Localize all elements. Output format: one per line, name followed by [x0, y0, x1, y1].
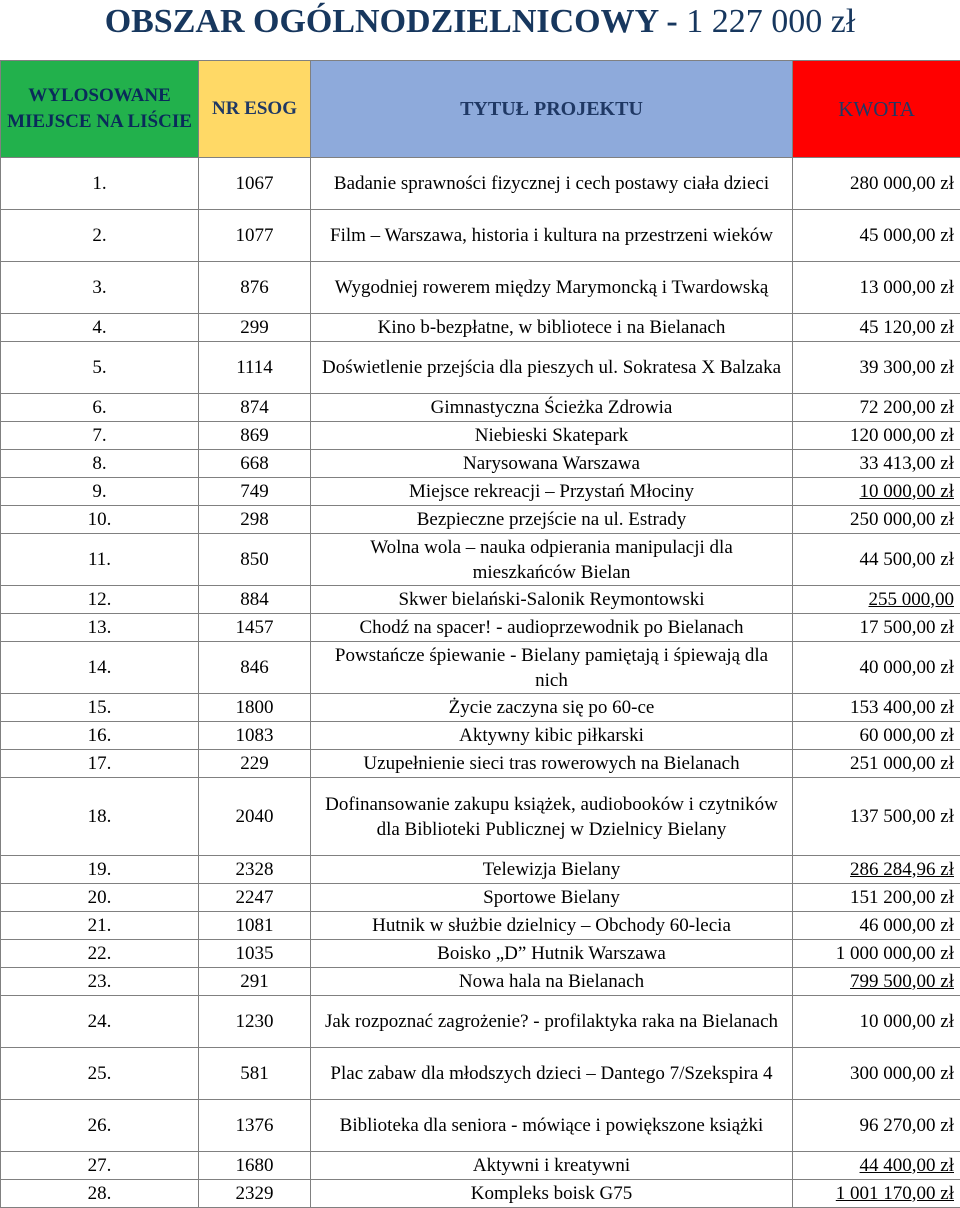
row-amount: 10 000,00 zł	[793, 996, 960, 1048]
row-place: 9.	[1, 478, 199, 506]
row-nr: 1035	[199, 940, 311, 968]
row-amount: 39 300,00 zł	[793, 342, 960, 394]
table-row	[1, 314, 960, 342]
row-amount: 96 270,00 zł	[793, 1100, 960, 1152]
row-nr: 291	[199, 968, 311, 996]
row-place: 26.	[1, 1100, 199, 1152]
row-place: 28.	[1, 1180, 199, 1208]
row-nr: 874	[199, 394, 311, 422]
table-row	[1, 394, 960, 422]
row-nr: 884	[199, 586, 311, 614]
row-place: 17.	[1, 750, 199, 778]
row-amount: 72 200,00 zł	[793, 394, 960, 422]
row-amount: 45 000,00 zł	[793, 210, 960, 262]
row-title: Miejsce rekreacji – Przystań Młociny	[311, 478, 793, 506]
row-nr: 1114	[199, 342, 311, 394]
row-place: 10.	[1, 506, 199, 534]
row-nr: 846	[199, 642, 311, 694]
row-title: Niebieski Skatepark	[311, 422, 793, 450]
row-place: 27.	[1, 1152, 199, 1180]
table-row	[1, 158, 960, 210]
row-place: 20.	[1, 884, 199, 912]
table-row	[1, 210, 960, 262]
row-title: Hutnik w służbie dzielnicy – Obchody 60-lecia	[311, 912, 793, 940]
table-row	[1, 856, 960, 884]
row-title: Uzupełnienie sieci tras rowerowych na Bielanach	[311, 750, 793, 778]
table-row	[1, 996, 960, 1048]
table-row	[1, 478, 960, 506]
row-nr: 2329	[199, 1180, 311, 1208]
row-title: Jak rozpoznać zagrożenie? - profilaktyka raka na Bielanach	[311, 996, 793, 1048]
row-title: Doświetlenie przejścia dla pieszych ul. Sokratesa X Balzaka	[311, 342, 793, 394]
row-title: Dofinansowanie zakupu książek, audiobooków i czytników dla Biblioteki Publicznej w Dzielnicy Bielany	[311, 778, 793, 856]
row-place: 16.	[1, 722, 199, 750]
row-nr: 2247	[199, 884, 311, 912]
row-amount-value: 286 284,96 zł	[850, 859, 954, 880]
row-place: 13.	[1, 614, 199, 642]
row-amount: 17 500,00 zł	[793, 614, 960, 642]
row-title: Życie zaczyna się po 60-ce	[311, 694, 793, 722]
row-amount: 1 000 000,00 zł	[793, 940, 960, 968]
row-title: Biblioteka dla seniora - mówiące i powiększone książki	[311, 1100, 793, 1152]
row-place: 14.	[1, 642, 199, 694]
row-title: Nowa hala na Bielanach	[311, 968, 793, 996]
row-amount: 33 413,00 zł	[793, 450, 960, 478]
row-title: Wolna wola – nauka odpierania manipulacji dla mieszkańców Bielan	[311, 534, 793, 586]
row-place: 12.	[1, 586, 199, 614]
row-nr: 749	[199, 478, 311, 506]
row-amount: 300 000,00 zł	[793, 1048, 960, 1100]
table-row	[1, 940, 960, 968]
header-amount: KWOTA	[793, 61, 960, 158]
row-nr: 869	[199, 422, 311, 450]
row-place: 1.	[1, 158, 199, 210]
row-amount: 250 000,00 zł	[793, 506, 960, 534]
table-row	[1, 614, 960, 642]
row-nr: 850	[199, 534, 311, 586]
table-row	[1, 778, 960, 856]
table-row	[1, 968, 960, 996]
row-title: Plac zabaw dla młodszych dzieci – Dantego 7/Szekspira 4	[311, 1048, 793, 1100]
row-amount: 45 120,00 zł	[793, 314, 960, 342]
row-place: 21.	[1, 912, 199, 940]
row-place: 15.	[1, 694, 199, 722]
row-amount	[793, 1180, 960, 1208]
row-amount-value: 799 500,00 zł	[850, 971, 954, 992]
row-place: 19.	[1, 856, 199, 884]
table-row	[1, 342, 960, 394]
page-title-label: OBSZAR OGÓLNODZIELNICOWY -	[105, 3, 687, 40]
row-title: Skwer bielański-Salonik Reymontowski	[311, 586, 793, 614]
row-title: Wygodniej rowerem między Marymoncką i Twardowską	[311, 262, 793, 314]
row-amount	[793, 856, 960, 884]
projects-table	[0, 60, 960, 1208]
row-amount: 151 200,00 zł	[793, 884, 960, 912]
row-place: 4.	[1, 314, 199, 342]
row-amount-value: 255 000,00	[869, 589, 955, 610]
row-amount	[793, 478, 960, 506]
row-amount-value: 44 400,00 zł	[860, 1155, 954, 1176]
row-nr: 668	[199, 450, 311, 478]
row-place: 7.	[1, 422, 199, 450]
row-nr: 1067	[199, 158, 311, 210]
row-amount	[793, 968, 960, 996]
table-row	[1, 534, 960, 586]
row-title: Aktywni i kreatywni	[311, 1152, 793, 1180]
table-row	[1, 1180, 960, 1208]
row-title: Kompleks boisk G75	[311, 1180, 793, 1208]
header-row	[1, 61, 960, 158]
row-amount: 153 400,00 zł	[793, 694, 960, 722]
row-amount: 280 000,00 zł	[793, 158, 960, 210]
header-place: WYLOSOWANE MIEJSCE NA LIŚCIE	[1, 61, 199, 158]
table-row	[1, 1048, 960, 1100]
page-title-amount: 1 227 000 zł	[686, 3, 855, 40]
header-nr: NR ESOG	[199, 61, 311, 158]
row-amount: 44 500,00 zł	[793, 534, 960, 586]
table-row	[1, 884, 960, 912]
header-title: TYTUŁ PROJEKTU	[311, 61, 793, 158]
row-amount: 13 000,00 zł	[793, 262, 960, 314]
row-title: Gimnastyczna Ścieżka Zdrowia	[311, 394, 793, 422]
table-body	[1, 158, 960, 1208]
row-place: 24.	[1, 996, 199, 1048]
table-row	[1, 694, 960, 722]
table-row	[1, 1152, 960, 1180]
table-row	[1, 642, 960, 694]
row-nr: 1680	[199, 1152, 311, 1180]
row-nr: 1077	[199, 210, 311, 262]
row-title: Telewizja Bielany	[311, 856, 793, 884]
row-title: Film – Warszawa, historia i kultura na przestrzeni wieków	[311, 210, 793, 262]
row-nr: 2328	[199, 856, 311, 884]
row-nr: 229	[199, 750, 311, 778]
table-row	[1, 750, 960, 778]
row-place: 3.	[1, 262, 199, 314]
row-title: Sportowe Bielany	[311, 884, 793, 912]
row-nr: 1800	[199, 694, 311, 722]
row-amount: 137 500,00 zł	[793, 778, 960, 856]
row-amount-value: 1 001 170,00 zł	[836, 1183, 954, 1204]
row-amount	[793, 1152, 960, 1180]
row-nr: 581	[199, 1048, 311, 1100]
row-place: 8.	[1, 450, 199, 478]
table-row	[1, 586, 960, 614]
row-nr: 1081	[199, 912, 311, 940]
page-title	[0, 0, 960, 50]
row-place: 2.	[1, 210, 199, 262]
row-place: 23.	[1, 968, 199, 996]
row-title: Boisko „D” Hutnik Warszawa	[311, 940, 793, 968]
row-nr: 1083	[199, 722, 311, 750]
row-nr: 1230	[199, 996, 311, 1048]
row-title: Kino b-bezpłatne, w bibliotece i na Bielanach	[311, 314, 793, 342]
table-row	[1, 1100, 960, 1152]
row-nr: 1457	[199, 614, 311, 642]
row-title: Narysowana Warszawa	[311, 450, 793, 478]
row-amount: 120 000,00 zł	[793, 422, 960, 450]
row-place: 5.	[1, 342, 199, 394]
row-amount: 251 000,00 zł	[793, 750, 960, 778]
row-nr: 2040	[199, 778, 311, 856]
table-row	[1, 912, 960, 940]
row-amount	[793, 586, 960, 614]
row-place: 18.	[1, 778, 199, 856]
row-nr: 876	[199, 262, 311, 314]
row-place: 25.	[1, 1048, 199, 1100]
table-row	[1, 422, 960, 450]
row-nr: 298	[199, 506, 311, 534]
table-row	[1, 262, 960, 314]
row-title: Bezpieczne przejście na ul. Estrady	[311, 506, 793, 534]
row-title: Powstańcze śpiewanie - Bielany pamiętają i śpiewają dla nich	[311, 642, 793, 694]
row-title: Aktywny kibic piłkarski	[311, 722, 793, 750]
row-amount: 46 000,00 zł	[793, 912, 960, 940]
row-place: 22.	[1, 940, 199, 968]
row-place: 6.	[1, 394, 199, 422]
row-title: Chodź na spacer! - audioprzewodnik po Bielanach	[311, 614, 793, 642]
row-amount-value: 10 000,00 zł	[860, 481, 954, 502]
row-amount: 40 000,00 zł	[793, 642, 960, 694]
table-row	[1, 450, 960, 478]
row-place: 11.	[1, 534, 199, 586]
table-row	[1, 506, 960, 534]
row-title: Badanie sprawności fizycznej i cech postawy ciała dzieci	[311, 158, 793, 210]
table-row	[1, 722, 960, 750]
row-nr: 299	[199, 314, 311, 342]
row-amount: 60 000,00 zł	[793, 722, 960, 750]
row-nr: 1376	[199, 1100, 311, 1152]
